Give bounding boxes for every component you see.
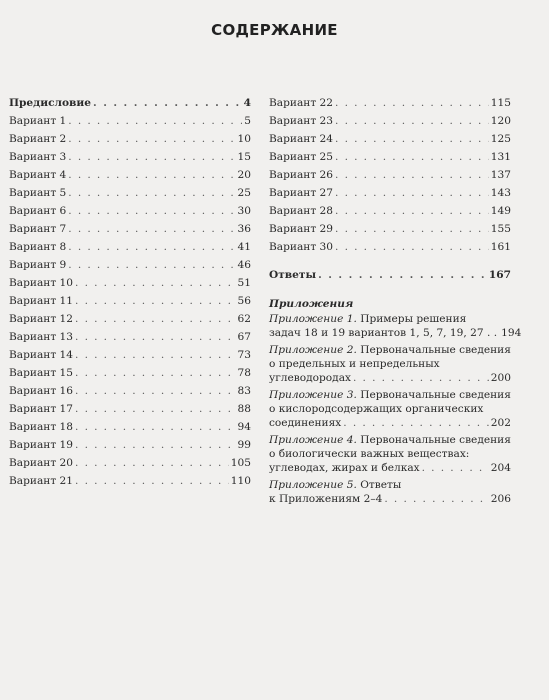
- appendix-name: Приложение 5.: [269, 479, 357, 491]
- appendix-line: [269, 478, 511, 492]
- toc-entry: [9, 382, 251, 400]
- leader-dots: [68, 184, 235, 202]
- toc-entry: [9, 310, 251, 328]
- toc-entry-label: Вариант 24: [269, 133, 334, 145]
- toc-entry-label: Вариант 9: [9, 259, 67, 271]
- appendix-line: [269, 461, 511, 475]
- toc-entry: [269, 94, 511, 112]
- toc-entry-page: 131: [490, 151, 511, 163]
- toc-entry-label: Вариант 15: [9, 367, 74, 379]
- leader-dots: [68, 202, 235, 220]
- toc-entry-page: 56: [237, 295, 251, 307]
- appendix-page: 194: [501, 327, 522, 339]
- toc-left-column: [9, 94, 251, 490]
- leader-dots: [75, 346, 235, 364]
- toc-entry-page: 46: [237, 259, 251, 271]
- leader-dots: [68, 112, 242, 130]
- toc-entry: [9, 274, 251, 292]
- appendix-text: о предельных и непредельных: [269, 358, 440, 370]
- leader-dots: [335, 166, 489, 184]
- toc-entry: [9, 184, 251, 202]
- leader-dots: [75, 472, 229, 490]
- toc-entry-page: 20: [237, 169, 251, 181]
- toc-entry-label: Вариант 14: [9, 349, 74, 361]
- toc-entry-label: Вариант 19: [9, 439, 74, 451]
- appendix-page: 200: [490, 372, 511, 384]
- toc-entry-page: 83: [237, 385, 251, 397]
- toc-entry-page: 4: [243, 97, 251, 109]
- toc-entry-page: 115: [490, 97, 511, 109]
- leader-dots: [75, 418, 235, 436]
- toc-entry-page: 137: [490, 169, 511, 181]
- appendix-text: углеводородах: [269, 372, 351, 384]
- leader-dots: [335, 202, 489, 220]
- toc-entry-label: Вариант 4: [9, 169, 67, 181]
- leader-dots: [335, 238, 489, 256]
- appendix-text: углеводах, жирах и белках: [269, 462, 420, 474]
- leader-dots: [335, 148, 489, 166]
- toc-entry-page: 78: [237, 367, 251, 379]
- leader-dots: [318, 266, 487, 284]
- appendices-heading: Приложения: [269, 298, 354, 310]
- toc-entry-page: 15: [237, 151, 251, 163]
- toc-entry-page: 73: [237, 349, 251, 361]
- toc-entry-label: Вариант 30: [269, 241, 334, 253]
- appendix-line: [269, 492, 511, 506]
- toc-entry: [269, 166, 511, 184]
- toc-entry-page: 94: [237, 421, 251, 433]
- toc-entry-label: Ответы: [269, 269, 317, 281]
- leader-dots: [68, 130, 235, 148]
- toc-entry: [9, 112, 251, 130]
- toc-entry-page: 110: [230, 475, 251, 487]
- toc-entry-page: 120: [490, 115, 511, 127]
- toc-entry: [9, 220, 251, 238]
- toc-entry-label: Вариант 17: [9, 403, 74, 415]
- toc-entry-page: 155: [490, 223, 511, 235]
- appendix-line: [269, 388, 511, 402]
- appendix-entry: [269, 312, 522, 340]
- toc-entry-label: Вариант 3: [9, 151, 67, 163]
- toc-entry-label: Вариант 26: [269, 169, 334, 181]
- toc-entry-label: Вариант 28: [269, 205, 334, 217]
- leader-dots: [75, 328, 235, 346]
- toc-entry-label: Вариант 7: [9, 223, 67, 235]
- leader-dots: [422, 461, 489, 475]
- appendix-name: Приложение 3.: [269, 389, 357, 401]
- toc-entry: [269, 266, 511, 284]
- toc-entry-label: Вариант 27: [269, 187, 334, 199]
- appendix-entry: [269, 388, 511, 430]
- toc-entry: [269, 184, 511, 202]
- leader-dots: [75, 436, 235, 454]
- toc-entry: [9, 400, 251, 418]
- toc-entry-page: 67: [237, 331, 251, 343]
- appendix-text: Примеры решения: [360, 313, 467, 325]
- toc-entry: [269, 130, 511, 148]
- toc-entry-label: Вариант 6: [9, 205, 67, 217]
- toc-entry: [9, 436, 251, 454]
- spacer: [269, 284, 511, 296]
- appendix-line: [269, 447, 511, 461]
- toc-entry-page: 5: [244, 115, 251, 127]
- toc-entry: [9, 130, 251, 148]
- toc-entry: [9, 346, 251, 364]
- appendix-name: Приложение 4.: [269, 434, 357, 446]
- appendix-entry: [269, 433, 511, 475]
- toc-entry-label: Вариант 1: [9, 115, 67, 127]
- appendix-text: Ответы: [360, 479, 402, 491]
- toc-entry: [9, 454, 251, 472]
- appendix-line: [269, 433, 511, 447]
- toc-entry-label: Вариант 10: [9, 277, 74, 289]
- appendix-page: 204: [490, 462, 511, 474]
- leader-dots: [335, 130, 489, 148]
- toc-entry-label: Вариант 12: [9, 313, 74, 325]
- appendix-line: [269, 357, 511, 371]
- toc-entry-page: 10: [237, 133, 251, 145]
- appendix-text: к Приложениям 2–4: [269, 493, 383, 505]
- appendix-name: Приложение 1.: [269, 313, 357, 325]
- leader-dots: [75, 382, 235, 400]
- appendix-entry: [269, 478, 511, 506]
- toc-entry: [9, 238, 251, 256]
- toc-entry-label: Вариант 16: [9, 385, 74, 397]
- leader-dots: [93, 94, 242, 112]
- toc-entry-page: 125: [490, 133, 511, 145]
- appendix-line: [269, 416, 511, 430]
- toc-entry: [9, 148, 251, 166]
- toc-entry-page: 99: [237, 439, 251, 451]
- toc-entry: [9, 94, 251, 112]
- toc-entry-page: 88: [237, 403, 251, 415]
- appendix-entry: [269, 343, 511, 385]
- leader-dots: [68, 148, 235, 166]
- toc-entry: [269, 148, 511, 166]
- appendix-line: [269, 326, 522, 340]
- leader-dots: [335, 94, 489, 112]
- appendix-name: Приложение 2.: [269, 344, 357, 356]
- toc-entry-page: 105: [230, 457, 251, 469]
- appendix-line: [269, 371, 511, 385]
- appendix-text: Первоначальные сведения: [360, 434, 511, 446]
- toc-entry-page: 167: [488, 269, 511, 281]
- toc-entry-page: 62: [237, 313, 251, 325]
- toc-entry-label: Вариант 5: [9, 187, 67, 199]
- leader-dots: [68, 220, 235, 238]
- toc-entry: [269, 220, 511, 238]
- appendix-page: 202: [490, 417, 511, 429]
- toc-entry-label: Вариант 13: [9, 331, 74, 343]
- appendix-text: соединениях: [269, 417, 342, 429]
- leader-dots: [75, 292, 235, 310]
- appendix-text: о биологически важных веществах:: [269, 448, 470, 460]
- toc-entry-page: 149: [490, 205, 511, 217]
- toc-entry-label: Вариант 2: [9, 133, 67, 145]
- appendix-line: [269, 402, 511, 416]
- toc-entry-page: 161: [490, 241, 511, 253]
- leader-dots: [75, 364, 235, 382]
- appendix-page: 206: [490, 493, 511, 505]
- appendix-text: задач 18 и 19 вариантов 1, 5, 7, 19, 27 . .: [269, 327, 498, 339]
- toc-entry: [9, 364, 251, 382]
- toc-entry: [269, 202, 511, 220]
- leader-dots: [75, 274, 235, 292]
- leader-dots: [335, 220, 489, 238]
- toc-entry-label: Вариант 18: [9, 421, 74, 433]
- toc-entry-label: Вариант 21: [9, 475, 74, 487]
- appendix-line: [269, 312, 511, 326]
- toc-entry-page: 36: [237, 223, 251, 235]
- toc-entry: [9, 166, 251, 184]
- leader-dots: [75, 310, 235, 328]
- toc-entry: [9, 202, 251, 220]
- appendix-text: Первоначальные сведения: [360, 344, 511, 356]
- toc-entry: [9, 328, 251, 346]
- leader-dots: [68, 166, 235, 184]
- page-title: СОДЕРЖАНИЕ: [211, 21, 338, 39]
- appendix-text: о кислородсодержащих органических: [269, 403, 484, 415]
- toc-entry-label: Вариант 20: [9, 457, 74, 469]
- toc-entry-page: 25: [237, 187, 251, 199]
- leader-dots: [335, 184, 489, 202]
- toc-entry-label: Предисловие: [9, 97, 92, 109]
- leader-dots: [335, 112, 489, 130]
- toc-entry-label: Вариант 25: [269, 151, 334, 163]
- appendix-text: Первоначальные сведения: [360, 389, 511, 401]
- toc-entry: [269, 238, 511, 256]
- toc-entry-label: Вариант 29: [269, 223, 334, 235]
- appendix-line: [269, 343, 511, 357]
- toc-entry: [9, 472, 251, 490]
- leader-dots: [384, 492, 488, 506]
- toc-entry: [9, 292, 251, 310]
- leader-dots: [353, 371, 489, 385]
- toc-right-column: [269, 94, 522, 509]
- toc-entry-page: 143: [490, 187, 511, 199]
- toc-entry-page: 51: [237, 277, 251, 289]
- toc-entry: [269, 112, 511, 130]
- leader-dots: [343, 416, 488, 430]
- leader-dots: [75, 400, 235, 418]
- toc-entry: [9, 256, 251, 274]
- toc-entry-page: 30: [237, 205, 251, 217]
- toc-entry-page: 41: [237, 241, 251, 253]
- leader-dots: [75, 454, 229, 472]
- toc-entry-label: Вариант 8: [9, 241, 67, 253]
- toc-entry: [9, 418, 251, 436]
- spacer: [269, 256, 511, 266]
- leader-dots: [68, 238, 235, 256]
- toc-entry-label: Вариант 22: [269, 97, 334, 109]
- toc-entry-label: Вариант 11: [9, 295, 74, 307]
- leader-dots: [68, 256, 235, 274]
- toc-entry-label: Вариант 23: [269, 115, 334, 127]
